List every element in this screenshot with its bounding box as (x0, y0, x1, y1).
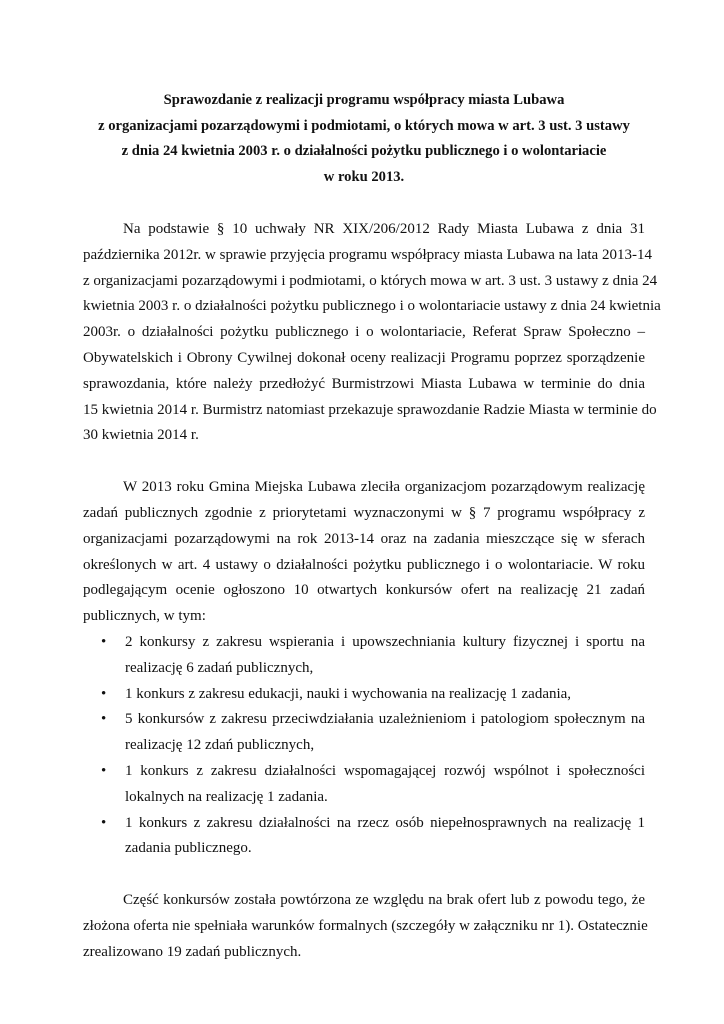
paragraph-line: organizacjami pozarządowymi na rok 2013-14 oraz na zadania mieszczące się w sferach (83, 530, 645, 547)
paragraph-line: 30 kwietnia 2014 r. (83, 427, 199, 444)
paragraph-line: 2003r. o działalności pożytku publicznego i o wolontariacie, Referat Spraw Społeczno – (83, 324, 645, 341)
paragraph-line: października 2012r. w sprawie przyjęcia programu współpracy miasta Lubawa na lata 2013-14 (83, 246, 652, 263)
list-item (83, 682, 645, 708)
list-item-line: 5 konkursów z zakresu przeciwdziałania uzależnieniom i patologiom społecznym na (125, 711, 645, 728)
paragraph-line: publicznych, w tym: (83, 608, 206, 625)
paragraph-line: złożona oferta nie spełniała warunków formalnych (szczegóły w załączniku nr 1). Ostatecznie (83, 917, 648, 934)
bullet-icon: • (101, 633, 107, 650)
paragraph-line: 15 kwietnia 2014 r. Burmistrz natomiast przekazuje sprawozdanie Radzie Miasta w terminie do (83, 401, 657, 418)
paragraph-line: Na podstawie § 10 uchwały NR XIX/206/2012 Rady Miasta Lubawa z dnia 31 (123, 221, 645, 237)
paragraph-spacer (83, 449, 645, 475)
paragraph-line: z organizacjami pozarządowymi i podmiotami, o których mowa w art. 3 ust. 3 ustawy z dnia 24 (83, 272, 658, 289)
list-item (83, 759, 645, 811)
paragraph-legal-basis (83, 217, 661, 449)
title-line: z organizacjami pozarządowymi i podmiotami, o których mowa w art. 3 ust. 3 ustawy (98, 117, 630, 134)
list-item-line: realizację 12 zdań publicznych, (125, 737, 315, 754)
paragraph-line: kwietnia 2003 r. o działalności pożytku publicznego i o wolontariacie ustawy z dnia 24 kwietnia (83, 298, 661, 315)
paragraph-summary (83, 888, 648, 965)
title-line: w roku 2013. (323, 168, 405, 185)
list-item-line: zadania publicznego. (125, 840, 252, 857)
paragraph-line: W 2013 roku Gmina Miejska Lubawa zleciła organizacjom pozarządowym realizację (123, 479, 645, 496)
list-item (83, 707, 645, 759)
list-item-line: 1 konkurs z zakresu edukacji, nauki i wychowania na realizację 1 zadania, (125, 685, 572, 702)
list-item (83, 630, 645, 682)
bullet-icon: • (101, 814, 107, 831)
paragraph-tasks-2013 (83, 475, 645, 630)
paragraph-line: zadań publicznych zgodnie z priorytetami wyznaczonymi w § 7 programu współpracy z (83, 504, 645, 521)
list-item-line: 1 konkurs z zakresu działalności na rzecz osób niepełnosprawnych na realizację 1 (125, 814, 645, 831)
paragraph-line: sprawozdania, które należy przedłożyć Burmistrzowi Miasta Lubawa w terminie do dnia (83, 375, 645, 392)
paragraph-line: zrealizowano 19 zadań publicznych. (83, 943, 302, 960)
bullet-icon: • (101, 762, 107, 779)
paragraph-line: podlegającym ocenie ogłoszono 10 otwartych konkursów ofert na realizację 21 zadań (83, 582, 645, 599)
list-item-line: realizację 6 zadań publicznych, (125, 659, 314, 676)
list-item-line: 2 konkursy z zakresu wspierania i upowszechniania kultury fizycznej i sportu na (125, 633, 645, 650)
list-item-line: lokalnych na realizację 1 zadania. (125, 788, 328, 805)
list-item-line: 1 konkurs z zakresu działalności wspomagającej rozwój wspólnot i społeczności (125, 762, 645, 779)
list-item (83, 811, 645, 863)
title-line: z dnia 24 kwietnia 2003 r. o działalności pożytku publicznego i o wolontariacie (121, 143, 607, 159)
paragraph-spacer (83, 862, 645, 888)
paragraph-line: Obywatelskich i Obrony Cywilnej dokonał oceny realizacji Programu poprzez sporządzenie (83, 349, 645, 366)
title-line: Sprawozdanie z realizacji programu współpracy miasta Lubawa (163, 92, 565, 108)
competitions-list (83, 630, 645, 862)
bullet-icon: • (101, 685, 107, 702)
bullet-icon: • (101, 711, 107, 728)
document-title (83, 88, 645, 190)
paragraph-line: Część konkursów została powtórzona ze względu na brak ofert lub z powodu tego, że (123, 892, 645, 909)
paragraph-line: określonych w art. 4 ustawy o działalności pożytku publicznego i o wolontariacie. W roku (83, 556, 645, 573)
document-body (83, 88, 661, 966)
